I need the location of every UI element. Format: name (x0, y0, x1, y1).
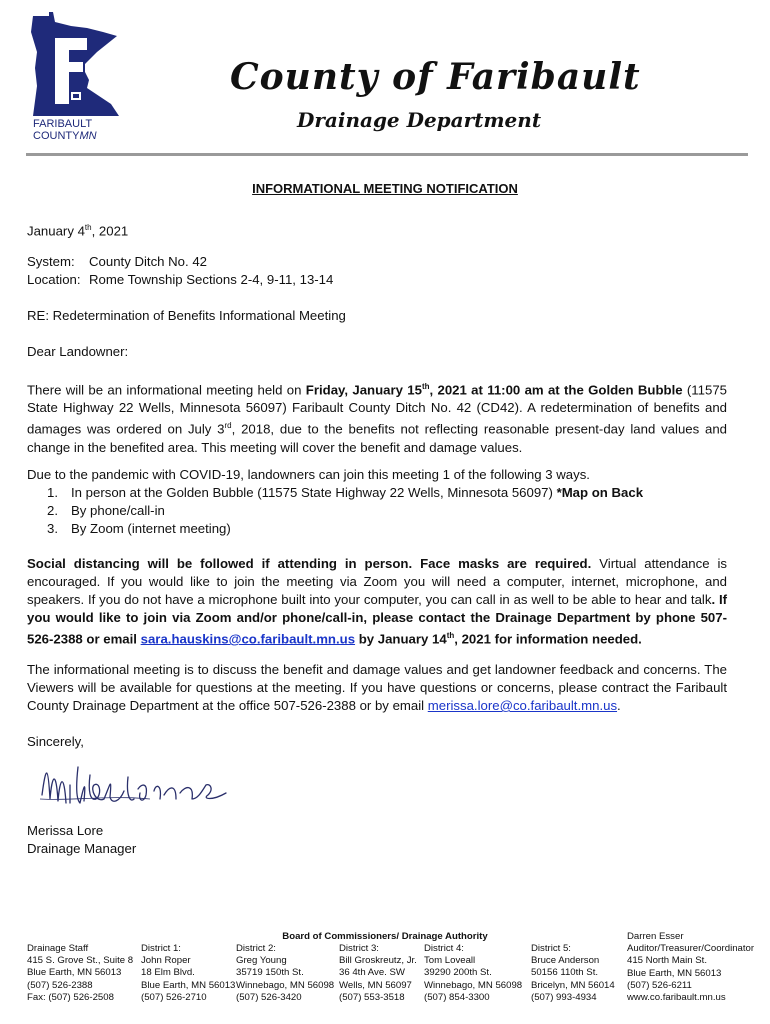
signature-image (30, 755, 240, 825)
re-line: RE: Redetermination of Benefits Informational Meeting (27, 308, 346, 323)
footer-website-link[interactable]: www.co.faribault.mn.us (627, 992, 726, 1004)
footer-line: 415 S. Grove St., Suite 8 (27, 955, 134, 967)
email-link-merissa[interactable]: merissa.lore@co.faribault.mn.us (427, 698, 618, 713)
logo-line1: FARIBAULT (33, 118, 93, 130)
footer-line: District 1: (141, 943, 181, 954)
notice-title: INFORMATIONAL MEETING NOTIFICATION (252, 181, 518, 196)
footer-line: Tom Loveall (424, 955, 476, 967)
footer-line: Drainage Staff (27, 943, 89, 954)
salutation: Dear Landowner: (27, 344, 129, 359)
list-item: 2. By phone/call-in (47, 503, 165, 518)
signer-name: Merissa Lore (27, 823, 104, 838)
footer-line: Blue Earth, MN 56013 (627, 967, 722, 979)
footer-line: (507) 526-2388 (27, 979, 93, 991)
footer-line: (507) 526-6211 (627, 979, 692, 991)
footer-line: Winnebago, MN 56098 (424, 979, 523, 991)
footer-line: Wells, MN 56097 (339, 979, 412, 991)
footer-line: Auditor/Treasurer/Coordinator (627, 943, 755, 955)
footer-district-4 (424, 943, 522, 1004)
footer-line: John Roper (141, 955, 191, 967)
footer-district-2 (236, 943, 334, 1004)
footer-line: District 3: (339, 943, 379, 954)
footer-line: Fax: (507) 526-2508 (27, 991, 114, 1003)
footer-line: 50156 110th St. (531, 967, 599, 979)
minnesota-map-icon (27, 12, 123, 122)
footer-line: 39290 200th St. (424, 967, 492, 979)
county-title: County of Faribault (230, 56, 641, 98)
letter-date: January 4th, 2021 (27, 223, 129, 239)
footer-auditor (627, 931, 754, 1004)
location-line: Location: Rome Township Sections 2-4, 9-11, 13-14 (27, 272, 334, 287)
footer-line: 18 Elm Blvd. (141, 967, 195, 979)
footer-district-3 (339, 943, 417, 1004)
footer-line: Darren Esser (627, 931, 684, 942)
logo-line2: COUNTYMN (33, 130, 97, 142)
footer-line: 36 4th Ave. SW (339, 967, 405, 979)
footer-line: Greg Young (236, 955, 287, 967)
footer-district-1 (141, 943, 235, 1004)
paragraph-meeting-details: There will be an informational meeting held on Friday, January 15th, 2021 at 11:00 am at the Golden Bubble (11575 State Highway 22 Wells, Minnesota 56097) Faribault County Ditch No. 42 (CD42). A redetermination of benefits and damages was ordered on July 3rd, 2018, due to the benefits not reflecting reasonable present-day land values and change in the benefited area. This meeting will cover the benefit and damage values. (27, 382, 727, 455)
system-line: System: County Ditch No. 42 (27, 254, 208, 269)
footer-line: 35719 150th St. (236, 967, 304, 979)
header-divider (26, 153, 748, 156)
paragraph-join-intro: Due to the pandemic with COVID-19, landowners can join this meeting 1 of the following 3 ways. (27, 467, 590, 482)
logo-text (33, 118, 97, 142)
footer-staff (27, 943, 133, 1004)
signer-title: Drainage Manager (27, 841, 137, 856)
footer-line: (507) 553-3518 (339, 991, 405, 1003)
footer-line: Bricelyn, MN 56014 (531, 979, 615, 991)
list-item: 3. By Zoom (internet meeting) (47, 521, 231, 536)
paragraph-zoom-instructions: Social distancing will be followed if attending in person. Face masks are required. Virtual attendance is encouraged. If you would like to join the meeting via Zoom you will need a computer, internet, microphone, and speakers. If you do not have a microphone built into your computer, you can call in as well to be able to hear and talk. If you would like to join via Zoom and/or phone/call-in, please contact the Drainage Department by phone 507-526-2388 or email sara.hauskins@co.faribault.mn.us by January 14th, 2021 for information needed. (27, 556, 728, 647)
footer-line: District 5: (531, 943, 571, 954)
department-title: Drainage Department (297, 108, 542, 132)
closing: Sincerely, (27, 734, 84, 749)
footer-line: Bruce Anderson (531, 955, 600, 967)
list-item: 1. In person at the Golden Bubble (11575 State Highway 22 Wells, Minnesota 56097) *Map on Back (47, 485, 644, 500)
board-title: Board of Commissioners/ Drainage Authority (282, 931, 488, 942)
paragraph-purpose: The informational meeting is to discuss the benefit and damage values and get landowner feedback and concerns. The Viewers will be available for questions at the meeting. If you have questions or concerns, please contract the Faribault County Drainage Department at the office 507-526-2388 or by email merissa.lore@co.faribault.mn.us. (27, 662, 727, 713)
footer-line: 415 North Main St. (627, 955, 707, 967)
footer-line: Winnebago, MN 56098 (236, 979, 335, 991)
footer-line: Bill Groskreutz, Jr. (339, 955, 417, 967)
footer-line: (507) 854-3300 (424, 991, 490, 1003)
ways-list (47, 484, 643, 538)
email-link-sara[interactable]: sara.hauskins@co.faribault.mn.us (140, 631, 356, 647)
footer-line: District 4: (424, 943, 464, 954)
footer-line: (507) 526-2710 (141, 991, 207, 1003)
footer-line: Blue Earth, MN 56013 (27, 967, 122, 979)
footer-line: (507) 526-3420 (236, 991, 302, 1003)
footer-line: (507) 993-4934 (531, 991, 597, 1003)
footer-line: Blue Earth, MN 56013 (141, 979, 236, 991)
footer-line: District 2: (236, 943, 276, 954)
footer-district-5 (531, 943, 615, 1004)
